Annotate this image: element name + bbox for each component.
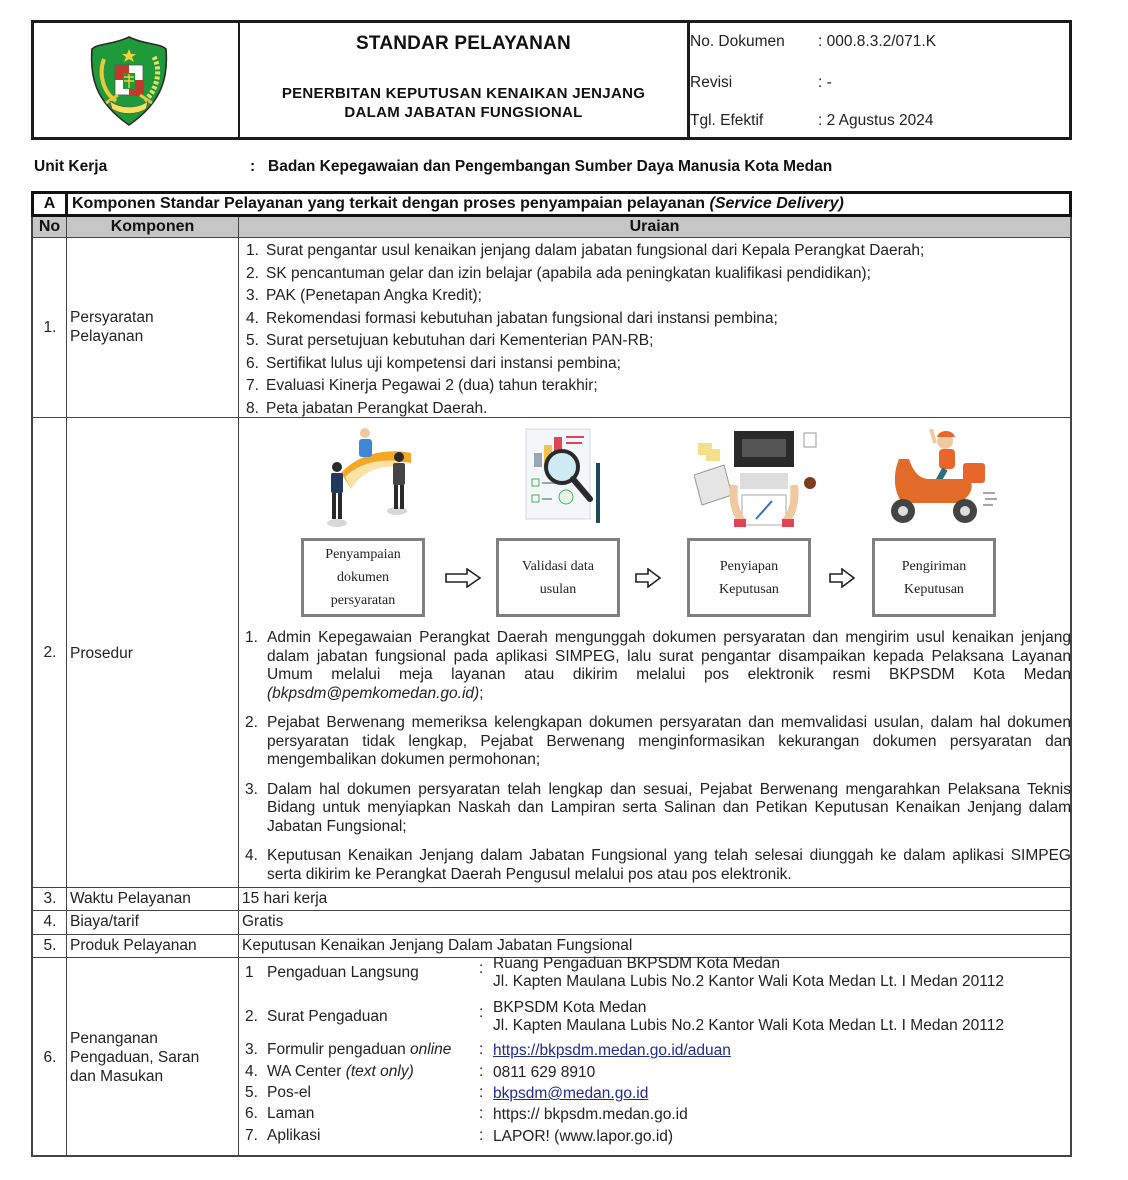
list-number: 5. bbox=[246, 332, 259, 349]
list-item bbox=[246, 353, 924, 376]
channel-number: 2. bbox=[245, 1008, 258, 1025]
section-title-text: Komponen Standar Pelayanan yang terkait dengan proses penyampaian pelayanan bbox=[72, 195, 710, 212]
channel-value bbox=[493, 1085, 648, 1103]
step-text: Pejabat Berwenang memeriksa kelengkapan dokumen persyaratan dan memvalidasi usulan, dalam hal dokumen persyaratan tidak lengkap, Pejabat Berwenang menginformasikan kekurangan dokumen persyaratan dan mengembalikan dokumen permohonan; bbox=[267, 714, 1071, 768]
flow-step-text: persyaratan bbox=[330, 593, 396, 608]
channel-separator: : bbox=[479, 960, 484, 977]
row-uraian-cell bbox=[239, 911, 1070, 934]
unit-kerja-label: Unit Kerja bbox=[34, 158, 108, 175]
channel-label: Pos-el bbox=[267, 1084, 311, 1101]
komponen-line: Penanganan bbox=[70, 1030, 158, 1047]
flow-step-penyampaian bbox=[301, 538, 425, 617]
row-komponen-cell bbox=[67, 911, 239, 934]
row-komponen bbox=[70, 308, 154, 346]
flow-step-text: usulan bbox=[539, 581, 577, 597]
section-letter: A bbox=[34, 194, 68, 214]
section-title bbox=[72, 194, 844, 214]
list-text: Peta jabatan Perangkat Daerah. bbox=[266, 399, 488, 417]
row-no-cell bbox=[33, 911, 67, 934]
list-text: Surat persetujuan kebutuhan dari Kementerian PAN-RB; bbox=[266, 332, 654, 349]
row-number: 4. bbox=[43, 913, 57, 930]
list-number: 6. bbox=[246, 354, 259, 372]
channel-value-line: Jl. Kapten Maulana Lubis No.2 Kantor Wali Kota Medan Lt. I Medan 20112 bbox=[493, 973, 1004, 990]
row-komponen: Prosedur bbox=[70, 645, 133, 662]
row-number: 3. bbox=[43, 890, 57, 907]
row-komponen bbox=[70, 1029, 199, 1086]
row-no-cell bbox=[33, 935, 67, 957]
list-text: PAK (Penetapan Angka Kredit); bbox=[266, 287, 482, 304]
column-header-uraian: Uraian bbox=[629, 218, 680, 235]
channel-number: 7. bbox=[245, 1127, 258, 1144]
channel-pengaduan-langsung bbox=[245, 964, 419, 982]
row-number: 1. bbox=[43, 319, 57, 336]
aduan-form-link[interactable]: https://bkpsdm.medan.go.id/aduan bbox=[493, 1042, 731, 1059]
row-uraian: Keputusan Kenaikan Jenjang Dalam Jabatan Fungsional bbox=[242, 937, 633, 954]
step-number: 1. bbox=[245, 629, 258, 646]
channel-pos-el bbox=[245, 1084, 311, 1102]
list-text: SK pencantuman gelar dan izin belajar (apabila ada peningkatan kualifikasi pendidikan); bbox=[266, 264, 871, 282]
row-komponen: Waktu Pelayanan bbox=[70, 890, 191, 907]
flow-step-validasi bbox=[496, 538, 620, 617]
flow-step-text: dokumen bbox=[336, 570, 390, 585]
list-item bbox=[246, 263, 924, 286]
subtitle-line-2: DALAM JABATAN FUNGSIONAL bbox=[344, 104, 583, 121]
komponen-line: Pelayanan bbox=[70, 328, 144, 345]
row-no-cell bbox=[33, 888, 67, 910]
channel-value: 0811 629 8910 bbox=[493, 1064, 596, 1081]
row-uraian-cell bbox=[239, 888, 1070, 910]
flow-step-text: Pengiriman bbox=[901, 558, 967, 574]
row-no-cell bbox=[33, 958, 67, 1155]
section-a-header bbox=[31, 191, 1072, 217]
table-column-headers bbox=[31, 217, 1072, 238]
list-text: Surat pengantar usul kenaikan jenjang dalam jabatan fungsional dari Kepala Perangkat Daerah; bbox=[266, 242, 925, 259]
row-komponen-cell bbox=[67, 888, 239, 910]
channel-label-italic: online bbox=[410, 1041, 452, 1058]
flow-step-pengiriman bbox=[872, 538, 996, 617]
computer-desk-illustration-icon bbox=[694, 423, 824, 533]
channel-label: Laman bbox=[267, 1105, 315, 1122]
document-title: STANDAR PELAYANAN bbox=[356, 33, 571, 54]
meta-label: No. Dokumen bbox=[690, 33, 785, 50]
kota-medan-coat-of-arms-icon bbox=[90, 35, 168, 127]
row-uraian-cell bbox=[239, 955, 1070, 1155]
row-uraian-cell bbox=[239, 935, 1070, 957]
channel-label-italic: (text only) bbox=[345, 1063, 414, 1080]
channel-value-line: BKPSDM Kota Medan bbox=[493, 999, 647, 1016]
komponen-line: Pengaduan, Saran bbox=[70, 1049, 200, 1066]
list-text: Sertifikat lulus uji kompetensi dari instansi pembina; bbox=[266, 354, 621, 372]
procedure-step bbox=[245, 629, 1071, 703]
channel-separator: : bbox=[479, 1127, 484, 1144]
title-cell bbox=[240, 23, 690, 137]
step-number: 4. bbox=[245, 847, 258, 864]
document-subtitle bbox=[240, 84, 687, 122]
row-uraian-cell bbox=[239, 238, 1070, 417]
table-row-biaya bbox=[31, 911, 1072, 935]
step-text: Keputusan Kenaikan Jenjang dalam Jabatan Fungsional yang telah selesai diunggah ke dalam aplikasi SIMPEG serta dikirim ke Perangkat Daerah Pengusul melalui pos atau pos elektronik. bbox=[267, 847, 1071, 883]
channel-value-line: Ruang Pengaduan BKPSDM Kota Medan bbox=[493, 955, 780, 972]
flow-step-text: Validasi data bbox=[522, 558, 594, 574]
subtitle-line-1: PENERBITAN KEPUTUSAN KENAIKAN JENJANG bbox=[281, 85, 646, 102]
list-item bbox=[246, 240, 924, 263]
email-link[interactable]: bkpsdm@medan.go.id bbox=[493, 1085, 649, 1102]
arrow-right-icon bbox=[445, 568, 481, 588]
row-komponen-cell bbox=[67, 238, 239, 417]
row-uraian: 15 hari kerja bbox=[242, 890, 328, 907]
document-header bbox=[31, 20, 1072, 140]
channel-number: 5. bbox=[245, 1084, 258, 1101]
flow-step-text: Penyampaian bbox=[325, 547, 401, 562]
row-number: 2. bbox=[43, 644, 57, 661]
step-number: 2. bbox=[245, 714, 258, 731]
channel-label: Formulir pengaduan bbox=[267, 1041, 411, 1058]
procedure-step bbox=[245, 781, 1071, 837]
channel-label: Pengaduan Langsung bbox=[267, 964, 419, 981]
row-no-cell bbox=[33, 418, 67, 887]
flow-step-text: Keputusan bbox=[904, 581, 964, 597]
table-row-pengaduan bbox=[31, 955, 1072, 1157]
channel-separator: : bbox=[479, 1004, 484, 1021]
channel-separator: : bbox=[479, 1105, 484, 1122]
list-number: 7. bbox=[246, 377, 259, 394]
channel-number: 1 bbox=[245, 964, 254, 981]
row-komponen-cell bbox=[67, 418, 239, 887]
meta-label: Tgl. Efektif bbox=[690, 112, 764, 129]
row-komponen: Produk Pelayanan bbox=[70, 937, 197, 954]
row-no-cell bbox=[33, 238, 67, 417]
channel-separator: : bbox=[479, 1084, 484, 1101]
procedure-step bbox=[245, 847, 1071, 884]
channel-value bbox=[493, 1042, 731, 1060]
unit-kerja-value: Badan Kepegawaian dan Pengembangan Sumber Daya Manusia Kota Medan bbox=[268, 158, 833, 175]
table-row-persyaratan bbox=[31, 238, 1072, 418]
list-number: 2. bbox=[246, 264, 259, 282]
step-text: Dalam hal dokumen persyaratan telah lengkap dan sesuai, Pejabat Berwenang mengarahkan Pelaksana Teknis Bidang untuk menyiapkan Naskah dan Lampiran serta Salinan dan Petikan Keputusan Kenaikan Jenjang dalam Jabatan Fungsional; bbox=[267, 780, 1071, 835]
procedure-step bbox=[245, 714, 1071, 770]
meta-value: : 2 Agustus 2024 bbox=[818, 112, 934, 129]
row-uraian: Gratis bbox=[242, 913, 284, 930]
meta-label: Revisi bbox=[690, 74, 733, 91]
channel-number: 3. bbox=[245, 1041, 258, 1058]
row-number: 5. bbox=[43, 937, 57, 954]
channel-surat-pengaduan bbox=[245, 1008, 388, 1026]
step-text: Admin Kepegawaian Perangkat Daerah mengunggah dokumen persyaratan dan mengirim usul kenaikan jenjang dalam jabatan fungsional pada aplikasi SIMPEG, lalu surat pengantar disampaikan kepada Pelaksana Layanan Umum melalui meja layanan atau dikirim melalui pos elektronik resmi BKPSDM Kota Medan bbox=[267, 629, 1071, 683]
channel-aplikasi bbox=[245, 1127, 320, 1145]
komponen-line: Persyaratan bbox=[70, 309, 154, 326]
list-number: 8. bbox=[246, 399, 259, 417]
meta-value: : - bbox=[818, 74, 832, 91]
list-item bbox=[246, 285, 924, 308]
channel-wa-center bbox=[245, 1063, 414, 1081]
meta-value: : 000.8.3.2/071.K bbox=[818, 33, 937, 50]
step-text-tail: ; bbox=[479, 684, 484, 702]
arrow-right-icon bbox=[635, 568, 661, 588]
delivery-scooter-illustration-icon bbox=[879, 423, 999, 533]
channel-label: Aplikasi bbox=[267, 1127, 321, 1144]
flow-step-text: Keputusan bbox=[719, 581, 779, 597]
list-item bbox=[246, 308, 924, 331]
list-number: 1. bbox=[246, 242, 259, 259]
document-meta bbox=[690, 23, 1069, 137]
list-number: 4. bbox=[246, 309, 259, 327]
flow-step-text: Penyiapan bbox=[719, 558, 779, 574]
flow-step-penyiapan bbox=[687, 538, 811, 617]
unit-kerja-separator: : bbox=[250, 158, 256, 175]
list-number: 3. bbox=[246, 287, 259, 304]
column-header-komponen: Komponen bbox=[67, 217, 239, 237]
list-item bbox=[246, 398, 924, 421]
row-komponen-cell bbox=[67, 958, 239, 1155]
step-email-italic: (bkpsdm@pemkomedan.go.id) bbox=[267, 684, 480, 702]
list-text: Evaluasi Kinerja Pegawai 2 (dua) tahun terakhir; bbox=[266, 377, 598, 394]
channel-value-line: Jl. Kapten Maulana Lubis No.2 Kantor Wali Kota Medan Lt. I Medan 20112 bbox=[493, 1017, 1004, 1034]
table-row-waktu bbox=[31, 888, 1072, 911]
column-header-no: No bbox=[33, 217, 67, 237]
channel-value bbox=[493, 955, 1004, 991]
channel-laman bbox=[245, 1105, 314, 1123]
procedure-steps bbox=[245, 629, 1071, 895]
table-row-prosedur bbox=[31, 418, 1072, 888]
channel-value: https:// bkpsdm.medan.go.id bbox=[493, 1106, 688, 1123]
channel-label: Surat Pengaduan bbox=[267, 1008, 388, 1025]
procedure-flowchart bbox=[239, 418, 1074, 623]
document-magnifier-illustration-icon bbox=[512, 423, 612, 533]
row-komponen-cell bbox=[67, 935, 239, 957]
channel-value bbox=[493, 999, 1004, 1035]
channel-separator: : bbox=[479, 1063, 484, 1080]
channel-number: 4. bbox=[245, 1063, 258, 1080]
list-item bbox=[246, 330, 924, 353]
logo-cell bbox=[34, 23, 240, 137]
step-number: 3. bbox=[245, 780, 258, 798]
channel-value: LAPOR! (www.lapor.go.id) bbox=[493, 1128, 674, 1145]
row-uraian-cell bbox=[239, 418, 1070, 887]
list-item bbox=[246, 375, 924, 398]
channel-label: WA Center bbox=[267, 1063, 346, 1080]
arrow-right-icon bbox=[829, 568, 855, 588]
list-text: Rekomendasi formasi kebutuhan jabatan fungsional dari instansi pembina; bbox=[266, 309, 778, 327]
row-number: 6. bbox=[43, 1049, 57, 1066]
row-komponen: Biaya/tarif bbox=[70, 913, 139, 930]
komponen-line: dan Masukan bbox=[70, 1068, 164, 1085]
requirements-list bbox=[246, 240, 924, 420]
service-counter-illustration-icon bbox=[319, 423, 419, 533]
section-title-italic: (Service Delivery) bbox=[709, 195, 844, 212]
channel-separator: : bbox=[479, 1041, 484, 1058]
channel-number: 6. bbox=[245, 1105, 258, 1122]
channel-formulir-online bbox=[245, 1041, 451, 1059]
